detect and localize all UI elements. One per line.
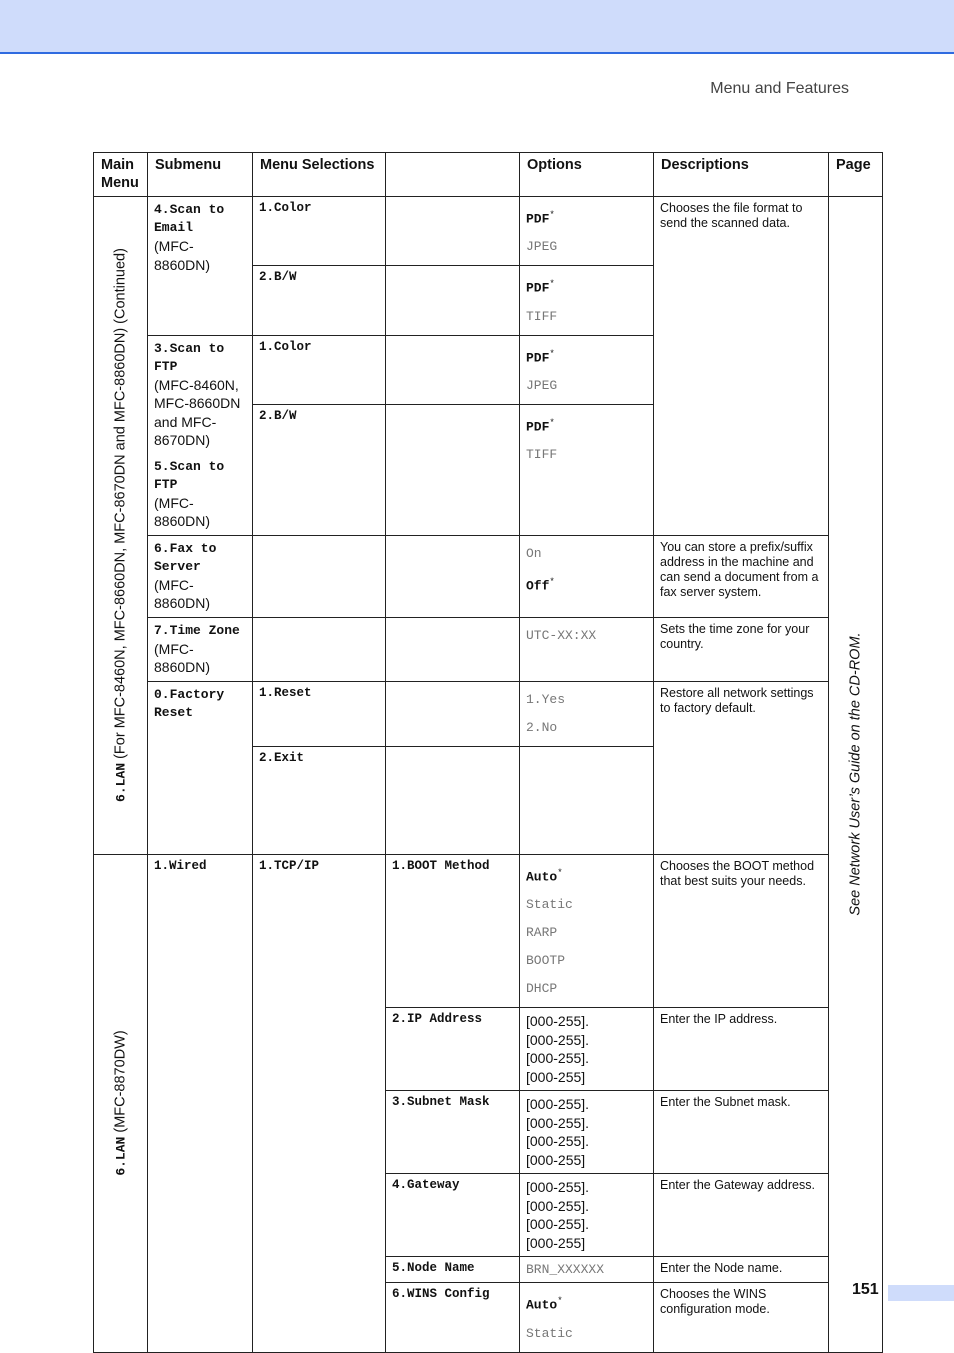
selection-boot-method: 1.BOOT Method — [386, 854, 520, 1007]
submenu-scan-to-ftp: 3.Scan to FTP (MFC-8460N, MFC-8660DN and MFC-8670DN) 5.Scan to FTP (MFC-8860DN) — [148, 335, 253, 535]
description-subnet-mask: Enter the Subnet mask. — [654, 1091, 829, 1174]
header-main-menu: Main Menu — [94, 153, 148, 197]
description-ip-address: Enter the IP address. — [654, 1008, 829, 1091]
footer-tab — [888, 1285, 954, 1301]
description-fax-server: You can store a prefix/suffix address in the machine and can send a document from a fax server system. — [654, 535, 829, 617]
page-reference: See Network User’s Guide on the CD-ROM. — [829, 197, 883, 1353]
description-boot-method: Chooses the BOOT method that best suits your needs. — [654, 854, 829, 1007]
running-title: Menu and Features — [710, 80, 849, 97]
header-band — [0, 0, 954, 54]
header-menu-selections: Menu Selections — [253, 153, 386, 197]
options-cell: On Off* — [520, 535, 654, 617]
options-cell: UTC-XX:XX — [520, 617, 654, 681]
page-number: 151 — [852, 1281, 879, 1298]
submenu-time-zone: 7.Time Zone (MFC-8860DN) — [148, 617, 253, 681]
selection-subnet-mask: 3.Subnet Mask — [386, 1091, 520, 1174]
selection-tcp-ip: 1.TCP/IP — [253, 854, 386, 1352]
selection-color: 1.Color — [253, 335, 386, 404]
selection-gateway: 4.Gateway — [386, 1174, 520, 1257]
submenu-wired: 1.Wired — [148, 854, 253, 1352]
options-cell: Auto* Static — [520, 1283, 654, 1352]
options-cell: 1.Yes 2.No — [520, 681, 654, 746]
submenu-factory-reset: 0.Factory Reset — [148, 681, 253, 854]
table-row — [94, 617, 883, 681]
options-cell: [000-255]. [000-255]. [000-255]. [000-255] — [520, 1008, 654, 1091]
options-cell: PDF* TIFF — [520, 266, 654, 335]
main-menu-lan-8870dw: 6.LAN (MFC-8870DW) — [94, 854, 148, 1352]
selection-bw: 2.B/W — [253, 404, 386, 535]
table-header-row — [94, 153, 883, 197]
selection-color: 1.Color — [253, 197, 386, 266]
options-cell: PDF* JPEG — [520, 335, 654, 404]
description-node-name: Enter the Node name. — [654, 1257, 829, 1283]
table-row — [94, 681, 883, 746]
main-menu-lan-continued: 6.LAN (For MFC-8460N, MFC-8660DN, MFC-8670DN and MFC-8860DN) (Continued) — [94, 197, 148, 855]
table-row — [94, 535, 883, 617]
options-cell: [000-255]. [000-255]. [000-255]. [000-255] — [520, 1091, 654, 1174]
header-options: Options — [520, 153, 654, 197]
description-time-zone: Sets the time zone for your country. — [654, 617, 829, 681]
submenu-fax-to-server: 6.Fax to Server (MFC-8860DN) — [148, 535, 253, 617]
selection-exit: 2.Exit — [253, 746, 386, 854]
submenu-scan-to-email: 4.Scan to Email (MFC-8860DN) — [148, 197, 253, 336]
options-cell: BRN_XXXXXX — [520, 1257, 654, 1283]
description-gateway: Enter the Gateway address. — [654, 1174, 829, 1257]
options-cell: PDF* TIFF — [520, 404, 654, 535]
options-cell: [000-255]. [000-255]. [000-255]. [000-255] — [520, 1174, 654, 1257]
table-row — [94, 197, 883, 266]
header-descriptions: Descriptions — [654, 153, 829, 197]
description-file-format: Chooses the file format to send the scanned data. — [654, 197, 829, 536]
options-cell: PDF* JPEG — [520, 197, 654, 266]
selection-reset: 1.Reset — [253, 681, 386, 746]
header-blank — [386, 153, 520, 197]
description-wins-config: Chooses the WINS configuration mode. — [654, 1283, 829, 1352]
menu-table — [93, 152, 883, 1353]
selection-node-name: 5.Node Name — [386, 1257, 520, 1283]
selection-bw: 2.B/W — [253, 266, 386, 335]
options-cell: Auto* Static RARP BOOTP DHCP — [520, 854, 654, 1007]
description-factory-reset: Restore all network settings to factory default. — [654, 681, 829, 854]
selection-ip-address: 2.IP Address — [386, 1008, 520, 1091]
header-submenu: Submenu — [148, 153, 253, 197]
selection-wins-config: 6.WINS Config — [386, 1283, 520, 1352]
header-page: Page — [829, 153, 883, 197]
table-row — [94, 854, 883, 1007]
